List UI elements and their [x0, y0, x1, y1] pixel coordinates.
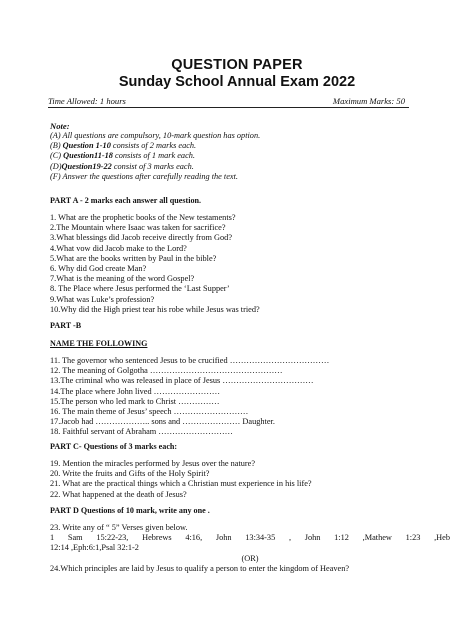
note-label: Note: [50, 121, 70, 131]
question-item: 7.What is the meaning of the word Gospel? [50, 274, 195, 284]
question-item: 24.Which principles are laid by Jesus to qualify a person to enter the kingdom of Heaven? [50, 563, 350, 573]
question-item: 1. What are the prophetic books of the New testaments? [50, 213, 236, 222]
part-d-questions [50, 523, 450, 574]
question-item: 6. Why did God create Man? [50, 264, 147, 274]
question-item: 9.What was Luke’s profession? [50, 294, 155, 304]
part-a-heading: PART A - 2 marks each answer all question. [50, 196, 202, 205]
note-item: (F) Answer the questions after carefully reading the text. [50, 171, 238, 181]
question-item: 14.The place where John lived …………………… [50, 386, 221, 396]
time-allowed: Time Allowed: 1 hours [48, 96, 126, 106]
question-item: 21. What are the practical things which a Christian must experience in his life? [50, 479, 312, 489]
question-item: 2.The Mountain where Isaac was taken for sacrifice? [50, 223, 226, 233]
part-c-questions [50, 459, 450, 500]
question-item: 10.Why did the High priest tear his robe while Jesus was tried? [50, 304, 260, 314]
question-item: 3.What blessings did Jacob receive directly from God? [50, 233, 233, 243]
question-item: 15.The person who led mark to Christ …………… [50, 396, 220, 406]
note-item: (C) Question11-18 consists of 1 mark each. [50, 151, 195, 161]
part-c-heading: PART C- Questions of 3 marks each: [50, 442, 178, 451]
question-item: 5.What are the books written by Paul in the bible? [50, 253, 217, 263]
question-item: 18. Faithful servant of Abraham ……………………… [50, 427, 233, 437]
question-item: 16. The main theme of Jesus’ speech ……………………… [50, 407, 249, 417]
question-item: 12. The meaning of Golgotha ………………………………………… [50, 366, 283, 376]
question-item: 4.What vow did Jacob make to the Lord? [50, 243, 187, 253]
exam-meta-row [48, 96, 409, 108]
note-list [50, 131, 450, 182]
part-d-heading: PART D Questions of 10 mark, write any one . [50, 506, 210, 515]
question-item: 17.Jacob had ……………….. sons and ………………… Daughter. [50, 417, 275, 427]
question-item: 23. Write any of “ 5” Verses given below. [50, 523, 188, 532]
or-divider: (OR) [241, 553, 259, 563]
part-b-heading: PART -B [50, 321, 82, 330]
question-item: 8. The Place where Jesus performed the ‘Last Supper’ [50, 284, 230, 294]
part-a-questions [50, 213, 450, 315]
part-b-subheading: NAME THE FOLLOWING [50, 339, 148, 348]
part-b-questions [50, 356, 450, 438]
verse-list-line: 12:14 ,Eph:6:1,Psal 32:1-2 [50, 543, 139, 553]
verse-list-line: 1 Sam 15:22-23, Hebrews 4:16, John 13:34-35 , John 1:12 ,Mathew 1:23 ,Heb [50, 533, 450, 543]
question-item: 20. Write the fruits and Gifts of the Holy Spirit? [50, 469, 210, 479]
note-item: (D)Question19-22 consist of 3 marks each. [50, 161, 194, 171]
maximum-marks: Maximum Marks: 50 [332, 96, 405, 106]
question-item: 19. Mention the miracles performed by Jesus over the nature? [50, 459, 256, 468]
exam-subtitle: Sunday School Annual Exam 2022 [118, 74, 356, 90]
question-item: 22. What happened at the death of Jesus? [50, 489, 187, 499]
note-item: (B) Question 1-10 consists of 2 marks each. [50, 141, 197, 151]
page-title: QUESTION PAPER [171, 57, 303, 73]
question-item: 13.The criminal who was released in place of Jesus …………………………… [50, 376, 314, 386]
question-item: 11. The governor who sentenced Jesus to be crucified ……………………………… [50, 356, 330, 365]
note-item: (A) All questions are compulsory, 10-mark question has option. [50, 131, 261, 140]
